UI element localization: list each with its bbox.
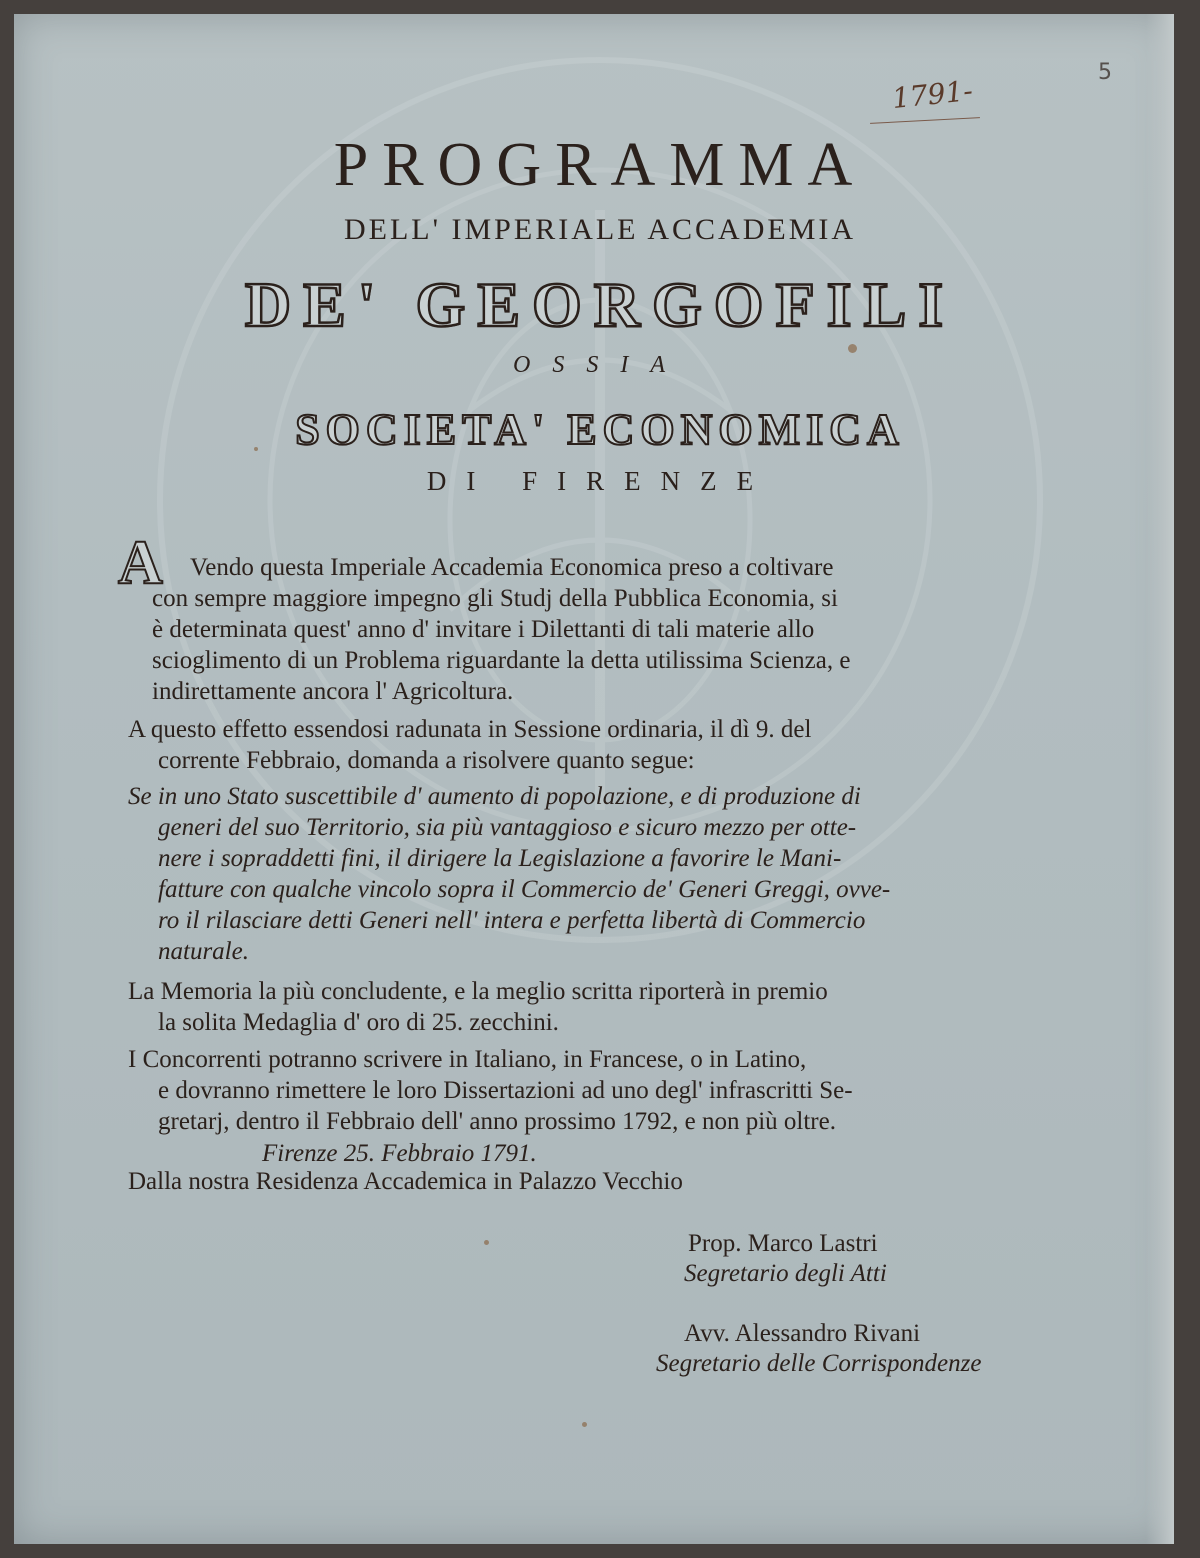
question-line: ro il rilasciare detti Generi nell' intera e perfetta libertà di Commercio [158, 907, 866, 934]
question-line: nere i sopraddetti fini, il dirigere la Legislazione a favorire le Mani- [158, 845, 842, 872]
question-line: fatture con qualche vincolo sopra il Commercio de' Generi Greggi, ovve- [158, 876, 891, 903]
foxing-spot [848, 344, 857, 353]
subtitle-academy: DELL' IMPERIALE ACCADEMIA [343, 213, 857, 246]
drop-cap: A [118, 529, 163, 597]
p4-line: I Concorrenti potranno scrivere in Italiano, in Francese, o in Latino, [128, 1046, 807, 1073]
p1-line: con sempre maggiore impegno gli Studj della Pubblica Economia, si [152, 585, 838, 612]
p3-line: La Memoria la più concludente, e la meglio scritta riporterà in premio [128, 978, 828, 1005]
dateline: Firenze 25. Febbraio 1791. [262, 1140, 537, 1167]
signature-name: Prop. Marco Lastri [688, 1230, 878, 1257]
signature-role: Segretario degli Atti [684, 1260, 887, 1287]
p4-line: e dovranno rimettere le loro Dissertazioni ad uno degl' infrascritti Se- [158, 1077, 853, 1104]
question-line: naturale. [158, 938, 249, 965]
archive-year-note: 1791- [890, 73, 975, 116]
signature-name: Avv. Alessandro Rivani [684, 1320, 921, 1347]
p2-line: corrente Febbraio, domanda a risolvere quanto segue: [158, 747, 695, 774]
p1-line: indirettamente ancora l' Agricoltura. [152, 678, 514, 705]
p1-line: scioglimento di un Problema riguardante la detta utilissima Scienza, e [152, 647, 851, 674]
title: PROGRAMMA [333, 131, 867, 199]
foxing-spot [582, 1422, 587, 1427]
question-line: generi del suo Territorio, sia più vantaggioso e sicuro mezzo per otte- [158, 814, 857, 841]
p1-line: Vendo questa Imperiale Accademia Economica preso a coltivare [190, 554, 834, 581]
p2-line: A questo effetto essendosi radunata in Sessione ordinaria, il dì 9. del [128, 716, 812, 743]
page-number: 5 [1098, 60, 1112, 85]
signature-role: Segretario delle Corrispondenze [656, 1350, 982, 1377]
subtitle-georgofili: DE' GEORGOFILI [244, 269, 956, 340]
p3-line: la solita Medaglia d' oro di 25. zecchini. [158, 1009, 559, 1036]
subtitle-firenze: DI FIRENZE [426, 466, 774, 496]
foxing-spot [254, 447, 258, 451]
subtitle-ossia: OSSIA [513, 352, 687, 378]
foxing-spot [484, 1240, 489, 1245]
p4-line: gretarj, dentro il Febbraio dell' anno prossimo 1792, e non più oltre. [158, 1108, 836, 1135]
p1-line: è determinata quest' anno d' invitare i Dilettanti di tali materie allo [152, 616, 815, 643]
question-line: Se in uno Stato suscettibile d' aumento di popolazione, e di produzione di [128, 783, 861, 810]
subtitle-societa: SOCIETA' ECONOMICA [295, 405, 905, 454]
residence-line: Dalla nostra Residenza Accademica in Palazzo Vecchio [128, 1168, 683, 1195]
